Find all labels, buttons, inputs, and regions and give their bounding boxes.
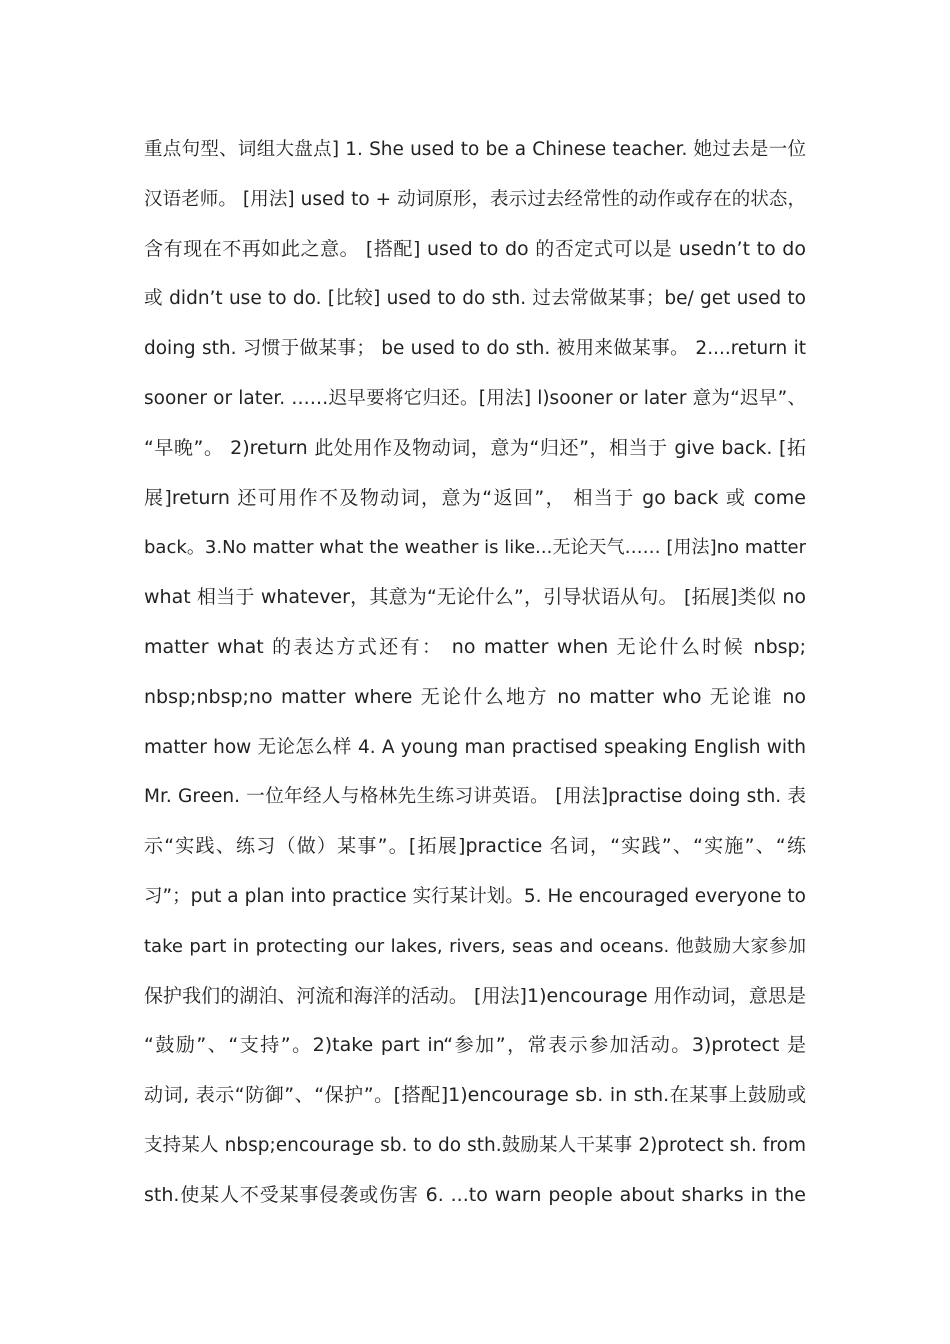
text-line: doing sth. 习惯于做某事； be used to do sth. 被用来做某事。 2....return it: [144, 338, 806, 360]
text-line: Mr. Green. 一位年经人与格林先生练习讲英语。 [用法]practise doing sth. 表: [144, 786, 806, 808]
text-line: 含有现在不再如此之意。 [搭配] used to do 的否定式可以是 usedn’t to do: [144, 237, 806, 260]
text-line: 展]return 还可用作不及物动词，意为“返回”， 相当于 go back 或 come: [144, 486, 806, 509]
text-line: matter how 无论怎么样 4. A young man practised speaking English with: [144, 736, 806, 758]
text-line: sth.使某人不受某事侵袭或伤害 6. ...to warn people about sharks in the: [144, 1183, 806, 1206]
text-line: 动词, 表示“防御”、“保护”。[搭配]1)encourage sb. in sth.在某事上鼓励或: [144, 1084, 806, 1107]
text-line: 或 didn’t use to do. [比较] used to do sth. 过去常做某事；be/ get used to: [144, 288, 806, 310]
text-line: what 相当于 whatever，其意为“无论什么”，引导状语从句。 [拓展]类似 no: [144, 586, 806, 609]
text-line: 重点句型、词组大盘点] 1. She used to be a Chinese teacher. 她过去是一位: [144, 139, 806, 160]
text-line: “早晚”。 2)return 此处用作及物动词，意为“归还”，相当于 give back. [拓: [144, 436, 806, 459]
text-line: back。3.No matter what the weather is like...无论天气…… [用法]no matter: [144, 537, 806, 559]
text-line: 汉语老师。 [用法] used to + 动词原形，表示过去经常性的动作或存在的状态，: [144, 188, 806, 210]
document-body: [144, 125, 806, 1221]
text-line: “鼓励”、“支持”。2)take part in“参加”，常表示参加活动。3)protect 是: [144, 1034, 806, 1057]
text-line: 保护我们的湖泊、河流和海洋的活动。 [用法]1)encourage 用作动词，意思是: [144, 984, 806, 1007]
text-line: 示“实践、练习（做）某事”。[拓展]practice 名词，“实践”、“实施”、“练: [144, 835, 806, 858]
text-line: nbsp;nbsp;no matter where 无论什么地方 no matter who 无论谁 no: [144, 685, 806, 708]
text-line: matter what 的表达方式还有： no matter when 无论什么时候 nbsp;: [144, 635, 806, 658]
text-line: 支持某人 nbsp;encourage sb. to do sth.鼓励某人干某事 2)protect sh. from: [144, 1134, 806, 1156]
text-line: sooner or later. ……迟早要将它归还。[用法] l)sooner or later 意为“迟早”、: [144, 387, 806, 409]
text-line: take part in protecting our lakes, rivers, seas and oceans. 他鼓励大家参加: [144, 935, 806, 957]
text-line: 习”；put a plan into practice 实行某计划。5. He encouraged everyone to: [144, 885, 806, 907]
